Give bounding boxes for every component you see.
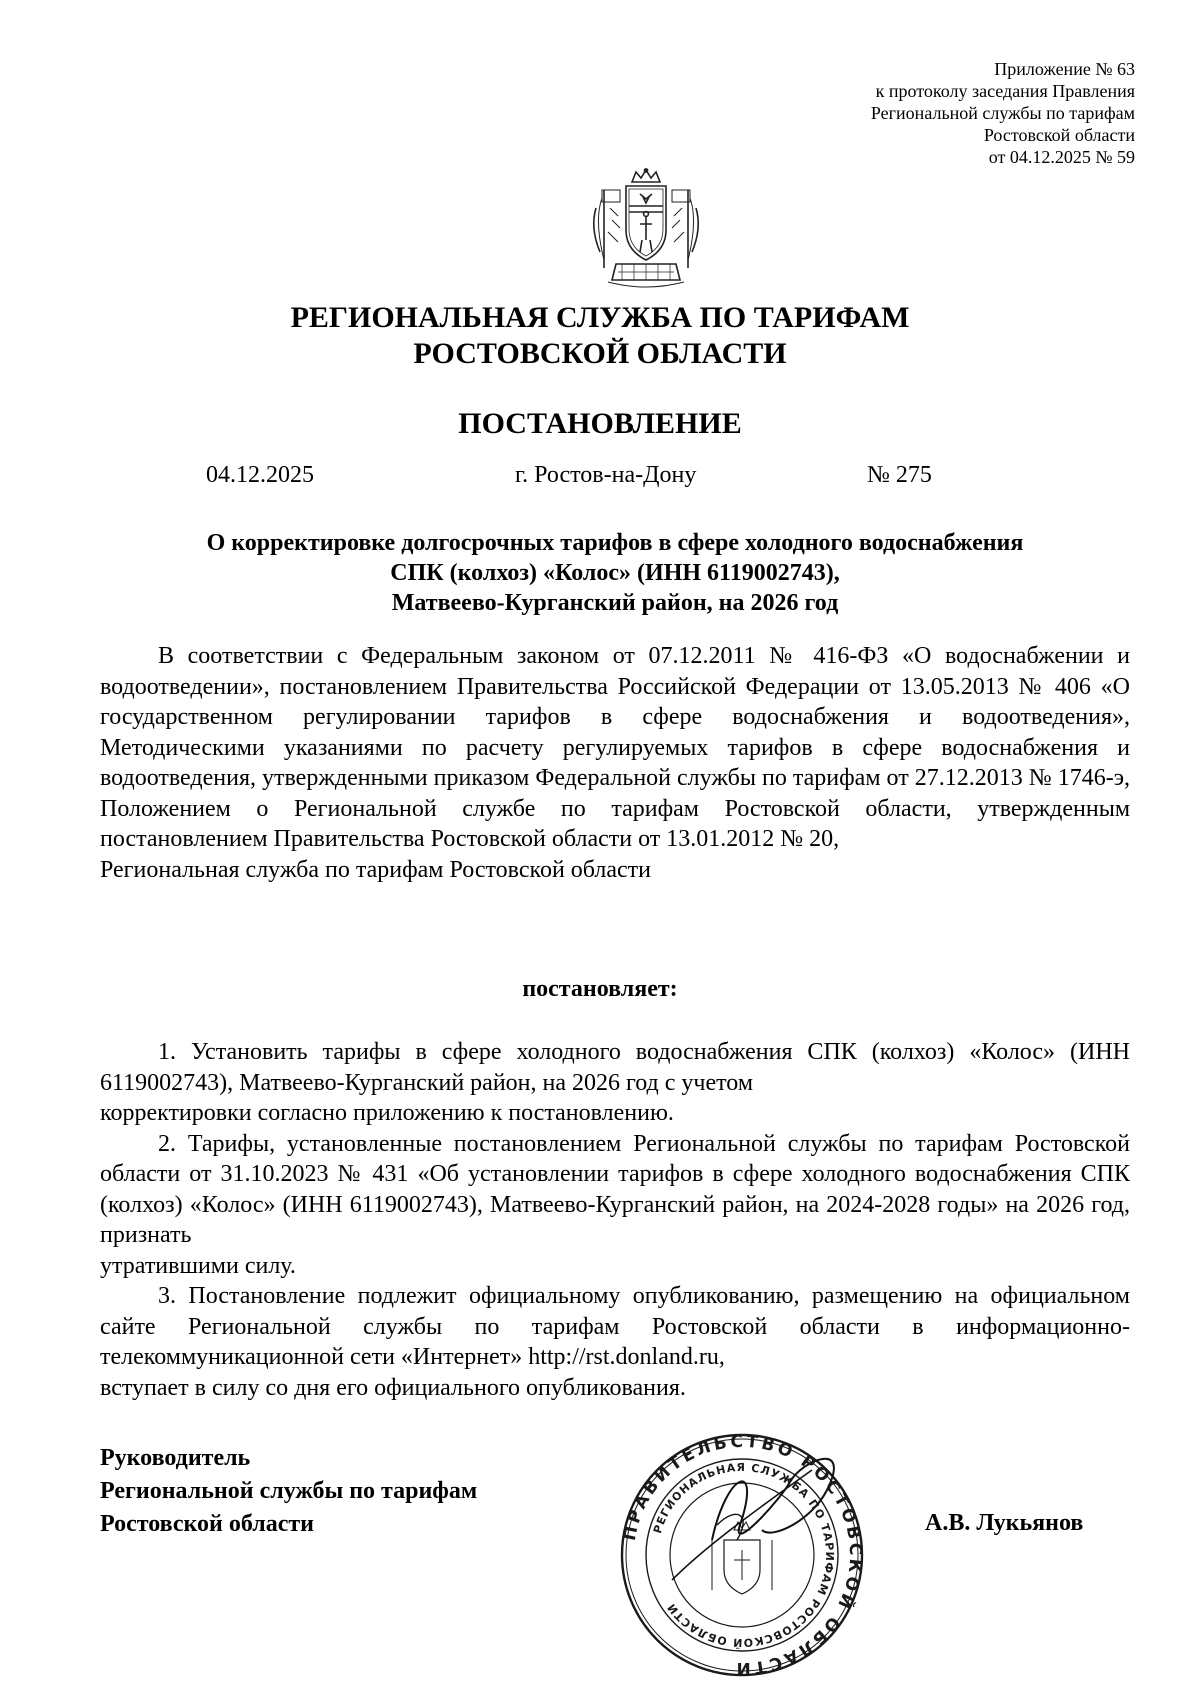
resolution-word: постановляет:: [522, 976, 678, 1002]
organization-name-line: РОСТОВСКОЙ ОБЛАСТИ: [413, 337, 787, 370]
document-subject: [100, 528, 1130, 618]
subject-line: Матвеево-Курганский район, на 2026 год: [391, 590, 839, 616]
resolution-item-1-last-line: корректировки согласно приложению к постановлению.: [100, 1100, 674, 1126]
official-round-seal-icon: [612, 1430, 872, 1680]
appendix-line: от 04.12.2025 № 59: [988, 147, 1135, 167]
resolution-item-1: 1. Установить тарифы в сфере холодного водоснабжения СПК (колхоз) «Колос» (ИНН 6119002743), Матвеево-Курганский район, на 2026 год с учетом: [100, 1039, 1130, 1096]
organization-name: [0, 300, 1200, 372]
signatory-position-line: Региональной службы по тарифам: [100, 1478, 478, 1504]
resolution-item-2: 2. Тарифы, установленные постановлением Региональной службы по тарифам Ростовской области от 31.10.2023 № 431 «Об установлении тарифов в сфере холодного водоснабжения СПК (колхоз) «Колос» (ИНН 6119002743), Матвеево-Курганский район, на 2024-2028 годы» на 2026 год, признать: [100, 1130, 1130, 1248]
signatory-position: [100, 1442, 477, 1541]
appendix-line: Региональной службы по тарифам: [870, 103, 1135, 123]
subject-line: СПК (колхоз) «Колос» (ИНН 6119002743),: [390, 560, 840, 586]
document-type-title: ПОСТАНОВЛЕНИЕ: [458, 407, 742, 440]
resolution-items: [100, 1037, 1130, 1403]
signatory-position-line: Ростовской области: [100, 1511, 314, 1537]
svg-text:РЕГИОНАЛЬНАЯ СЛУЖБА ПО ТАРИФАМ: [651, 1461, 836, 1649]
appendix-line: к протоколу заседания Правления: [875, 81, 1135, 101]
seal-inner-text: РЕГИОНАЛЬНАЯ СЛУЖБА ПО ТАРИФАМ РОСТОВСКОЙ ОБЛАСТИ: [650, 1460, 837, 1650]
rostov-oblast-coat-of-arms-icon: [588, 168, 704, 288]
subject-line: О корректировке долгосрочных тарифов в сфере холодного водоснабжения: [206, 530, 1024, 556]
preamble-last-line: Региональная служба по тарифам Ростовской области: [100, 856, 652, 883]
resolution-item-2-last-line: утратившими силу.: [100, 1252, 296, 1279]
signatory-position-line: Руководитель: [100, 1445, 251, 1471]
appendix-line: Приложение № 63: [994, 59, 1135, 79]
preamble: [100, 641, 1130, 885]
document-city: г. Ростов-на-Дону: [515, 462, 697, 488]
document-number: № 275: [867, 462, 932, 488]
resolution-item-3: 3. Постановление подлежит официальному опубликованию, размещению на официальном сайте Региональной службы по тарифам Ростовской области в информационно-телекоммуникационной сети «Интернет» http://rst.donland.ru,: [100, 1283, 1130, 1370]
seal-outer-text: ПРАВИТЕЛЬСТВО РОСТОВСКОЙ ОБЛАСТИ: [619, 1431, 866, 1679]
document-date: 04.12.2025: [206, 462, 314, 488]
resolution-item-3-last-line: вступает в силу со дня его официального опубликования.: [100, 1374, 686, 1401]
organization-name-line: РЕГИОНАЛЬНАЯ СЛУЖБА ПО ТАРИФАМ: [290, 301, 910, 334]
preamble-paragraph: В соответствии с Федеральным законом от 07.12.2011 № 416-ФЗ «О водоснабжении и водоотведении», постановлением Правительства Российской Федерации от 13.05.2013 № 406 «О государственном регулировании тарифов в сфере водоснабжения и водоотведения», Методическими указаниями по расчету регулируемых тарифов в сфере водоснабжения и водоотведения, утвержденными приказом Федеральной службы по тарифам от 27.12.2013 № 1746-э, Положением о Региональной службе по тарифам Ростовской области, утвержденным постановлением Правительства Ростовской области от 13.01.2012 № 20,: [100, 643, 1130, 852]
appendix-reference: [871, 58, 1135, 168]
signatory-name: А.В. Лукьянов: [925, 1510, 1084, 1536]
appendix-line: Ростовской области: [983, 125, 1135, 145]
